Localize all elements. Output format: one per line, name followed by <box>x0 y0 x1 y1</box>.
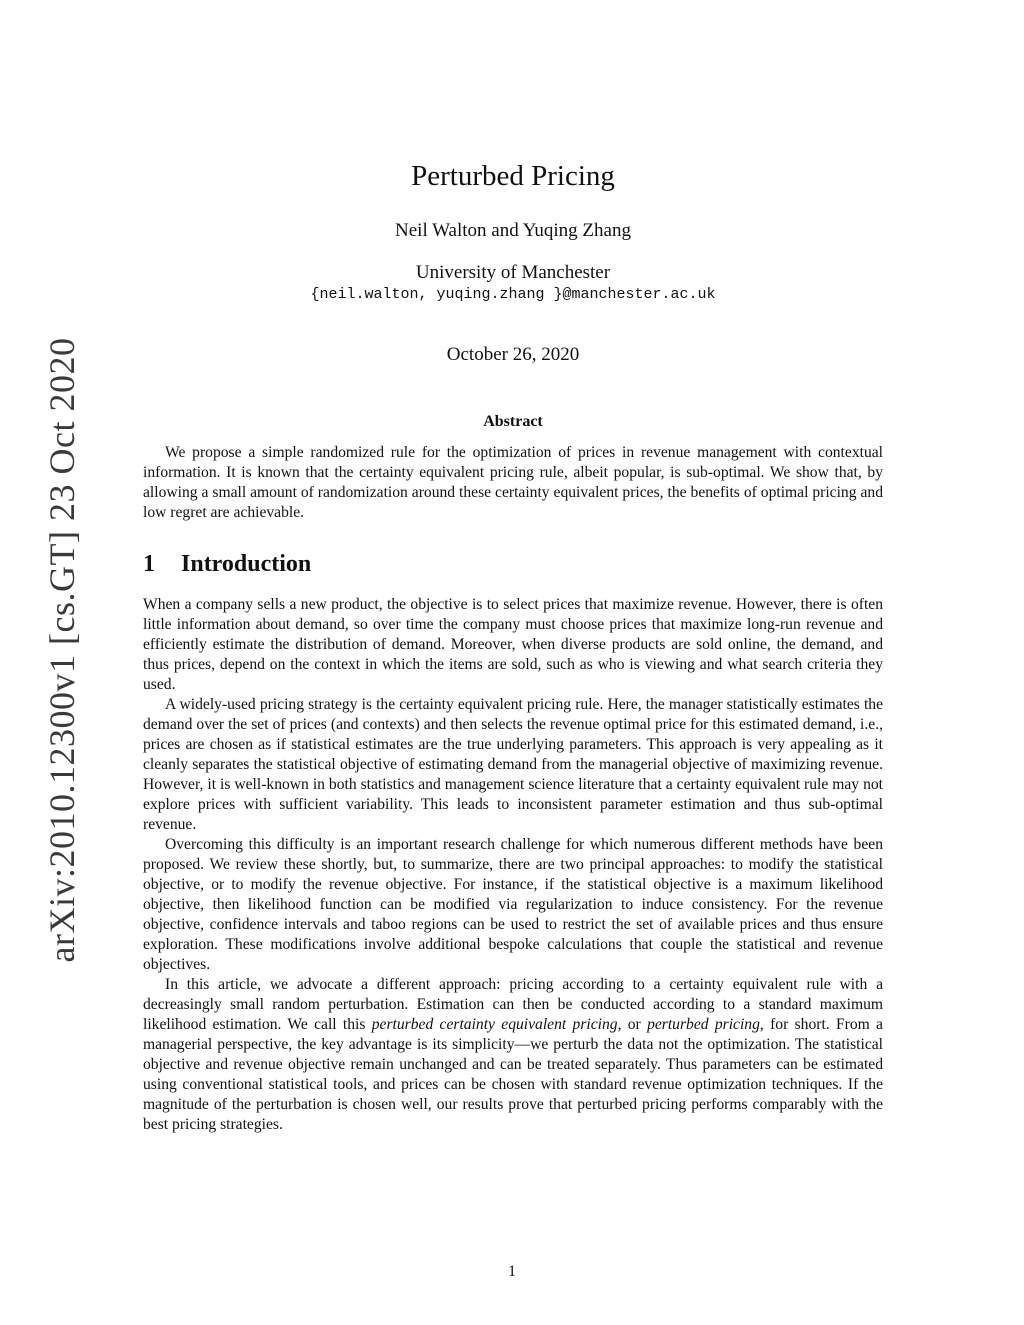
section-title: Introduction <box>181 551 312 577</box>
paragraph-text: In this article, we advocate a different approach: pricing according to a certainty equivalent rule with a decreasingly small random perturbation. Estimation can then be conducted according to a standard maximum likelihood estimation. We call this <box>143 976 883 1033</box>
paper-title: Perturbed Pricing <box>411 160 615 192</box>
affiliation: University of Manchester <box>415 262 611 283</box>
paragraph: Overcoming this difficulty is an important research challenge for which numerous different methods have been proposed. We review these shortly, but, to summarize, there are two principal approaches: to modify the statistical objective, or to modify the revenue objective. For instance, if the statistical objective is a maximum likelihood objective, then likelihood function can be modified via regularization to induce consistency. For the revenue objective, confidence intervals and taboo regions can be used to restrict the set of available prices and thus ensure exploration. These modifications involve additional bespoke calculations that couple the statistical and revenue objectives. <box>143 836 883 973</box>
paragraph: A widely-used pricing strategy is the certainty equivalent pricing rule. Here, the manager statistically estimates the demand over the set of prices (and contexts) and then selects the revenue optimal price for this estimated demand, i.e., prices are chosen as if statistical estimates are the true underlying parameters. This approach is very appealing as it cleanly separates the statistical objective of estimating demand from the managerial objective of maximizing revenue. However, it is well-known in both statistics and management science literature that a certainty equivalent rule may not explore prices with sufficient variability. This leads to inconsistent parameter estimation and thus sub-optimal revenue. <box>143 696 883 833</box>
emphasis-term: perturbed certainty equivalent pricing <box>371 1016 618 1033</box>
author-email: {neil.walton, yuqing.zhang }@manchester.ac.uk <box>310 286 716 303</box>
section-heading-introduction <box>143 551 883 578</box>
introduction-body <box>143 595 883 1135</box>
abstract-heading: Abstract <box>483 413 543 430</box>
paragraph <box>143 975 883 1135</box>
paper-date: October 26, 2020 <box>446 344 580 365</box>
arxiv-identifier-stamp: arXiv:2010.12300v1 [cs.GT] 23 Oct 2020 <box>42 337 82 963</box>
paragraph-text: , or <box>617 1016 648 1033</box>
emphasis-term: perturbed pricing <box>647 1016 760 1033</box>
paragraph: When a company sells a new product, the objective is to select prices that maximize revenue. However, there is often little information about demand, so over time the company must choose prices that maximize long-run revenue and efficiently estimate the distribution of demand. Moreover, when diverse products are sold online, the demand, and thus prices, depend on the context in which the items are sold, such as who is viewing and what search criteria they used. <box>143 596 883 693</box>
author-list: Neil Walton and Yuqing Zhang <box>395 220 631 241</box>
paragraph-text: , for short. From a managerial perspective, the key advantage is its simplicity—we perturb the data not the optimization. The statistical objective and revenue objective remain unchanged and can be treated separately. Thus parameters can be estimated using conventional statistical tools, and prices can be chosen with standard revenue optimization techniques. If the magnitude of the perturbation is chosen well, our results prove that perturbed pricing performs comparably with the best pricing strategies. <box>143 1016 883 1133</box>
section-number: 1 <box>143 551 155 577</box>
abstract-text: We propose a simple randomized rule for the optimization of prices in revenue management with contextual information. It is known that the certainty equivalent pricing rule, albeit popular, is sub-optimal. We show that, by allowing a small amount of randomization around these certainty equivalent prices, the benefits of optimal pricing and low regret are achievable. <box>143 444 883 521</box>
page-number: 1 <box>508 1263 516 1280</box>
